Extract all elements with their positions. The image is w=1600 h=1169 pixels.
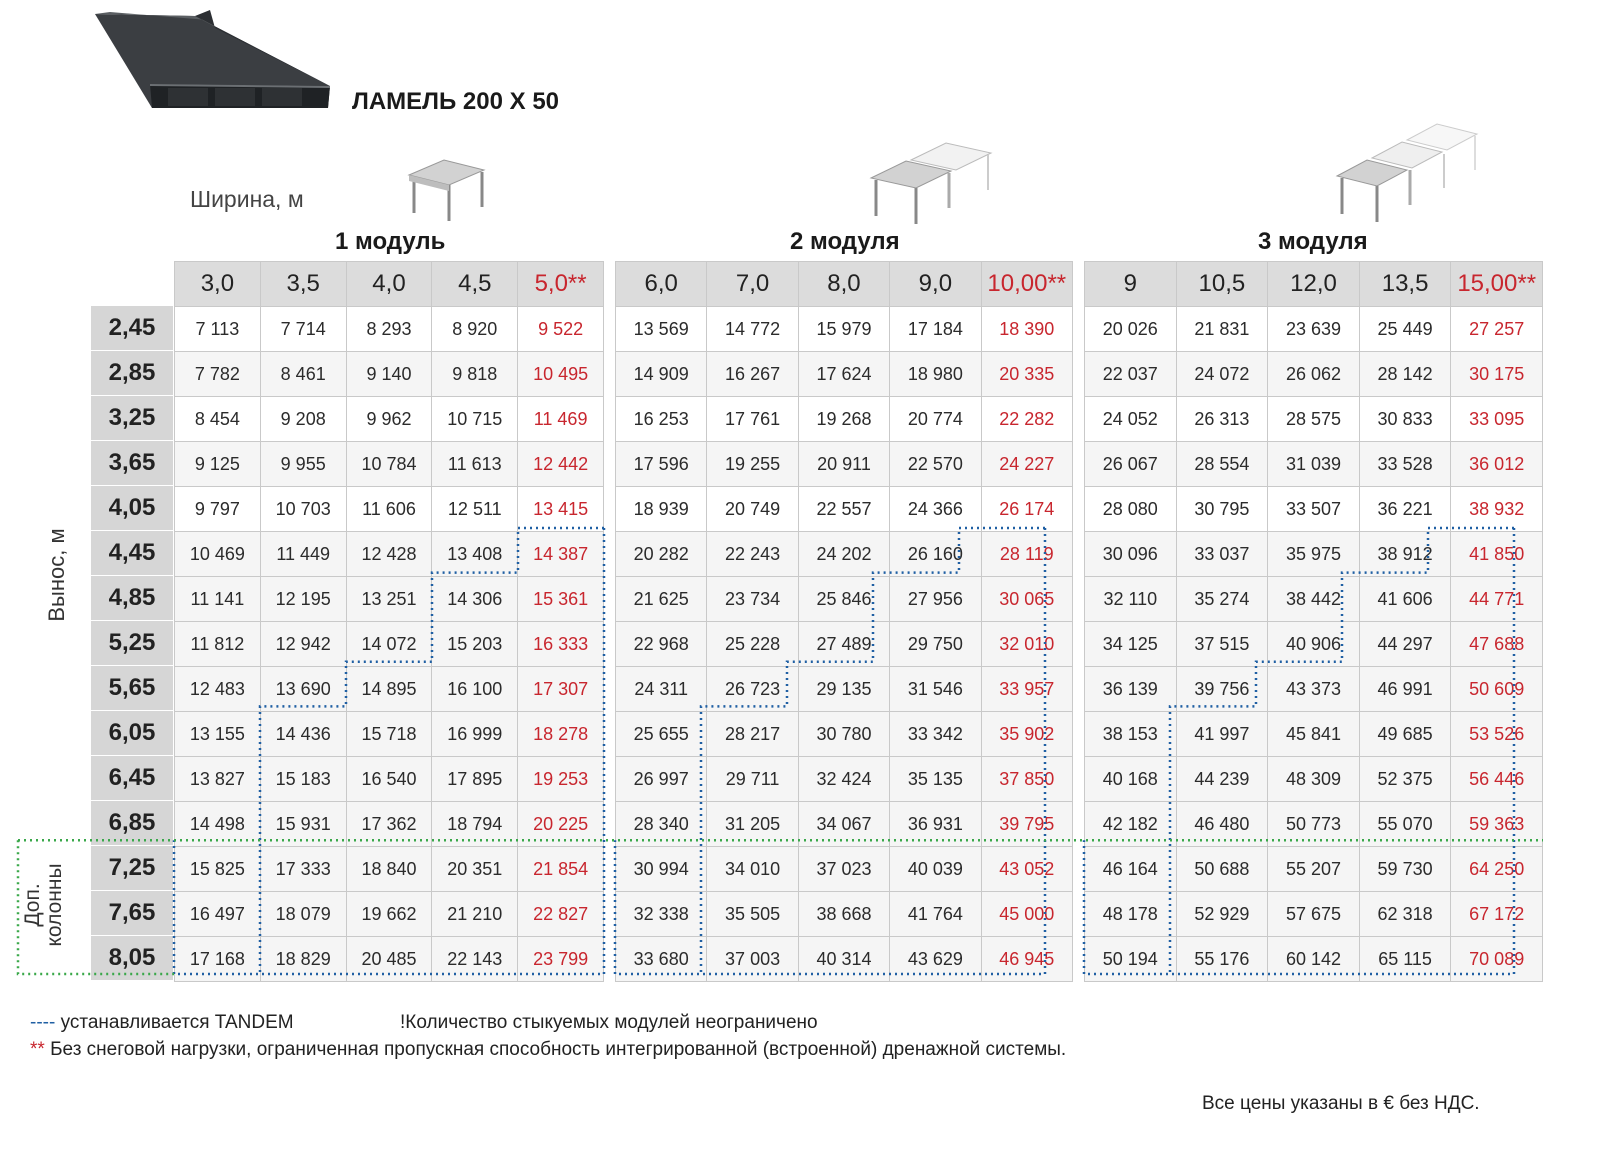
tandem-marker: ---- <box>30 1012 56 1033</box>
price-cell: 46 480 <box>1176 802 1268 847</box>
price-cell: 18 980 <box>890 352 981 397</box>
price-cell: 9 797 <box>175 487 261 532</box>
width-header: 6,0 <box>616 262 707 307</box>
price-cell: 8 454 <box>175 397 261 442</box>
price-table-3-modules <box>1084 261 1543 982</box>
price-cell: 46 945 <box>981 937 1072 982</box>
extension-value: 8,05 <box>91 936 174 981</box>
price-cell: 14 895 <box>346 667 432 712</box>
width-header: 12,0 <box>1268 262 1360 307</box>
price-cell: 24 202 <box>798 532 889 577</box>
width-header: 9 <box>1085 262 1177 307</box>
extension-value: 6,45 <box>91 756 174 801</box>
price-cell: 34 067 <box>798 802 889 847</box>
price-cell: 12 942 <box>260 622 346 667</box>
price-cell: 40 039 <box>890 847 981 892</box>
extension-value: 7,65 <box>91 891 174 936</box>
price-cell: 15 718 <box>346 712 432 757</box>
price-cell: 25 655 <box>616 712 707 757</box>
price-cell: 17 307 <box>518 667 604 712</box>
price-cell: 50 688 <box>1176 847 1268 892</box>
price-cell: 35 975 <box>1268 532 1360 577</box>
price-cell: 15 361 <box>518 577 604 622</box>
price-cell: 17 184 <box>890 307 981 352</box>
price-cell: 24 311 <box>616 667 707 712</box>
price-cell: 22 143 <box>432 937 518 982</box>
price-cell: 8 293 <box>346 307 432 352</box>
extra-columns-label-line2: колонны <box>43 863 66 947</box>
width-header: 13,5 <box>1359 262 1451 307</box>
price-cell: 30 175 <box>1451 352 1543 397</box>
legend-tandem <box>30 1012 294 1034</box>
price-cell: 36 012 <box>1451 442 1543 487</box>
price-cell: 20 749 <box>707 487 798 532</box>
price-cell: 44 771 <box>1451 577 1543 622</box>
price-cell: 39 795 <box>981 802 1072 847</box>
price-cell: 13 155 <box>175 712 261 757</box>
price-cell: 16 253 <box>616 397 707 442</box>
price-cell: 14 909 <box>616 352 707 397</box>
price-cell: 48 309 <box>1268 757 1360 802</box>
legend-snow-load <box>30 1039 1066 1061</box>
price-cell: 20 485 <box>346 937 432 982</box>
price-cell: 14 072 <box>346 622 432 667</box>
price-cell: 47 688 <box>1451 622 1543 667</box>
price-cell: 56 446 <box>1451 757 1543 802</box>
price-cell: 31 546 <box>890 667 981 712</box>
price-cell: 16 497 <box>175 892 261 937</box>
extra-columns-label-line1: Доп. <box>21 883 44 927</box>
price-cell: 20 282 <box>616 532 707 577</box>
price-cell: 17 761 <box>707 397 798 442</box>
price-cell: 37 023 <box>798 847 889 892</box>
price-cell: 52 375 <box>1359 757 1451 802</box>
price-cell: 15 979 <box>798 307 889 352</box>
price-cell: 28 554 <box>1176 442 1268 487</box>
price-cell: 30 994 <box>616 847 707 892</box>
price-cell: 32 110 <box>1085 577 1177 622</box>
price-cell: 8 461 <box>260 352 346 397</box>
price-cell: 9 125 <box>175 442 261 487</box>
price-cell: 44 297 <box>1359 622 1451 667</box>
price-cell: 33 037 <box>1176 532 1268 577</box>
price-cell: 55 070 <box>1359 802 1451 847</box>
price-cell: 25 449 <box>1359 307 1451 352</box>
price-cell: 12 428 <box>346 532 432 577</box>
price-cell: 8 920 <box>432 307 518 352</box>
price-cell: 17 624 <box>798 352 889 397</box>
price-cell: 67 172 <box>1451 892 1543 937</box>
price-cell: 30 780 <box>798 712 889 757</box>
price-cell: 17 362 <box>346 802 432 847</box>
price-cell: 9 208 <box>260 397 346 442</box>
price-cell: 46 991 <box>1359 667 1451 712</box>
price-cell: 32 424 <box>798 757 889 802</box>
extension-value: 2,85 <box>91 351 174 396</box>
price-cell: 43 373 <box>1268 667 1360 712</box>
price-cell: 26 067 <box>1085 442 1177 487</box>
price-cell: 9 140 <box>346 352 432 397</box>
price-cell: 20 225 <box>518 802 604 847</box>
price-cell: 46 164 <box>1085 847 1177 892</box>
extension-value: 6,05 <box>91 711 174 756</box>
price-cell: 40 314 <box>798 937 889 982</box>
price-cell: 24 366 <box>890 487 981 532</box>
price-cell: 31 205 <box>707 802 798 847</box>
price-cell: 18 939 <box>616 487 707 532</box>
price-cell: 11 469 <box>518 397 604 442</box>
price-cell: 30 065 <box>981 577 1072 622</box>
price-cell: 20 351 <box>432 847 518 892</box>
extension-value: 3,65 <box>91 441 174 486</box>
price-cell: 40 168 <box>1085 757 1177 802</box>
price-cell: 35 902 <box>981 712 1072 757</box>
price-cell: 22 570 <box>890 442 981 487</box>
price-cell: 60 142 <box>1268 937 1360 982</box>
extra-columns-label <box>22 863 66 946</box>
price-cell: 31 039 <box>1268 442 1360 487</box>
price-table-1-module <box>174 261 604 982</box>
snow-marker: ** <box>30 1039 45 1060</box>
price-cell: 26 723 <box>707 667 798 712</box>
price-cell: 7 714 <box>260 307 346 352</box>
price-cell: 13 251 <box>346 577 432 622</box>
slat-profile-image <box>90 8 340 118</box>
price-cell: 7 782 <box>175 352 261 397</box>
price-cell: 30 096 <box>1085 532 1177 577</box>
width-header: 10,00** <box>981 262 1072 307</box>
extension-value: 5,25 <box>91 621 174 666</box>
width-header: 4,0 <box>346 262 432 307</box>
price-cell: 17 333 <box>260 847 346 892</box>
price-cell: 20 774 <box>890 397 981 442</box>
price-cell: 15 931 <box>260 802 346 847</box>
price-cell: 16 540 <box>346 757 432 802</box>
price-cell: 64 250 <box>1451 847 1543 892</box>
price-cell: 37 850 <box>981 757 1072 802</box>
extension-value: 6,85 <box>91 801 174 846</box>
price-cell: 38 668 <box>798 892 889 937</box>
price-cell: 10 703 <box>260 487 346 532</box>
price-cell: 33 342 <box>890 712 981 757</box>
price-cell: 35 135 <box>890 757 981 802</box>
price-cell: 50 773 <box>1268 802 1360 847</box>
price-cell: 18 829 <box>260 937 346 982</box>
width-header: 7,0 <box>707 262 798 307</box>
price-cell: 36 221 <box>1359 487 1451 532</box>
price-cell: 11 449 <box>260 532 346 577</box>
price-cell: 62 318 <box>1359 892 1451 937</box>
price-cell: 48 178 <box>1085 892 1177 937</box>
price-cell: 44 239 <box>1176 757 1268 802</box>
price-cell: 34 125 <box>1085 622 1177 667</box>
price-cell: 55 207 <box>1268 847 1360 892</box>
price-cell: 9 955 <box>260 442 346 487</box>
price-cell: 17 596 <box>616 442 707 487</box>
two-module-pergola-icon <box>866 138 996 228</box>
price-cell: 9 818 <box>432 352 518 397</box>
price-cell: 18 794 <box>432 802 518 847</box>
width-header: 8,0 <box>798 262 889 307</box>
price-cell: 53 526 <box>1451 712 1543 757</box>
price-cell: 14 387 <box>518 532 604 577</box>
price-cell: 23 734 <box>707 577 798 622</box>
price-cell: 21 210 <box>432 892 518 937</box>
price-cell: 25 228 <box>707 622 798 667</box>
price-cell: 26 160 <box>890 532 981 577</box>
price-cell: 65 115 <box>1359 937 1451 982</box>
price-cell: 41 997 <box>1176 712 1268 757</box>
price-cell: 57 675 <box>1268 892 1360 937</box>
price-cell: 42 182 <box>1085 802 1177 847</box>
price-cell: 7 113 <box>175 307 261 352</box>
price-cell: 18 390 <box>981 307 1072 352</box>
price-cell: 21 831 <box>1176 307 1268 352</box>
price-cell: 26 062 <box>1268 352 1360 397</box>
price-cell: 10 715 <box>432 397 518 442</box>
price-cell: 10 469 <box>175 532 261 577</box>
group-title-1-module: 1 модуль <box>335 228 446 255</box>
price-cell: 19 255 <box>707 442 798 487</box>
price-cell: 26 313 <box>1176 397 1268 442</box>
price-cell: 55 176 <box>1176 937 1268 982</box>
three-module-pergola-icon <box>1332 120 1482 225</box>
price-cell: 21 854 <box>518 847 604 892</box>
extension-value: 5,65 <box>91 666 174 711</box>
snow-text: Без снеговой нагрузки, ограниченная пропускная способность интегрированной (встроенной) дренажной системы. <box>44 1039 1067 1060</box>
price-cell: 19 268 <box>798 397 889 442</box>
price-cell: 29 711 <box>707 757 798 802</box>
price-cell: 45 841 <box>1268 712 1360 757</box>
width-header: 10,5 <box>1176 262 1268 307</box>
price-cell: 36 139 <box>1085 667 1177 712</box>
width-header: 9,0 <box>890 262 981 307</box>
price-cell: 29 135 <box>798 667 889 712</box>
price-cell: 12 483 <box>175 667 261 712</box>
price-cell: 12 442 <box>518 442 604 487</box>
price-cell: 13 569 <box>616 307 707 352</box>
extension-value: 7,25 <box>91 846 174 891</box>
price-cell: 52 929 <box>1176 892 1268 937</box>
one-module-pergola-icon <box>404 155 489 225</box>
price-cell: 18 278 <box>518 712 604 757</box>
price-cell: 33 957 <box>981 667 1072 712</box>
price-cell: 32 338 <box>616 892 707 937</box>
price-cell: 11 613 <box>432 442 518 487</box>
price-cell: 28 217 <box>707 712 798 757</box>
price-cell: 20 911 <box>798 442 889 487</box>
price-cell: 10 784 <box>346 442 432 487</box>
width-axis-label: Ширина, м <box>190 186 304 212</box>
price-cell: 22 282 <box>981 397 1072 442</box>
price-cell: 23 639 <box>1268 307 1360 352</box>
price-cell: 27 489 <box>798 622 889 667</box>
price-cell: 19 253 <box>518 757 604 802</box>
width-header: 5,0** <box>518 262 604 307</box>
price-cell: 22 827 <box>518 892 604 937</box>
price-cell: 28 575 <box>1268 397 1360 442</box>
price-cell: 25 846 <box>798 577 889 622</box>
price-cell: 11 141 <box>175 577 261 622</box>
price-cell: 26 997 <box>616 757 707 802</box>
extension-value: 3,25 <box>91 396 174 441</box>
width-header: 4,5 <box>432 262 518 307</box>
price-cell: 33 507 <box>1268 487 1360 532</box>
price-cell: 70 089 <box>1451 937 1543 982</box>
width-header: 3,5 <box>260 262 346 307</box>
price-cell: 28 142 <box>1359 352 1451 397</box>
price-cell: 41 850 <box>1451 532 1543 577</box>
price-cell: 22 557 <box>798 487 889 532</box>
price-cell: 17 895 <box>432 757 518 802</box>
price-cell: 18 079 <box>260 892 346 937</box>
price-cell: 18 840 <box>346 847 432 892</box>
price-cell: 19 662 <box>346 892 432 937</box>
price-cell: 24 072 <box>1176 352 1268 397</box>
group-title-2-modules: 2 модуля <box>790 228 900 255</box>
price-cell: 40 906 <box>1268 622 1360 667</box>
price-cell: 35 505 <box>707 892 798 937</box>
price-cell: 30 833 <box>1359 397 1451 442</box>
price-cell: 11 812 <box>175 622 261 667</box>
price-cell: 41 606 <box>1359 577 1451 622</box>
price-cell: 15 203 <box>432 622 518 667</box>
price-cell: 22 037 <box>1085 352 1177 397</box>
price-cell: 23 799 <box>518 937 604 982</box>
price-cell: 9 962 <box>346 397 432 442</box>
price-note: Все цены указаны в € без НДС. <box>1202 1093 1480 1114</box>
price-cell: 30 795 <box>1176 487 1268 532</box>
extension-axis-label: Вынос, м <box>44 528 69 622</box>
price-cell: 14 498 <box>175 802 261 847</box>
price-cell: 33 528 <box>1359 442 1451 487</box>
price-cell: 59 363 <box>1451 802 1543 847</box>
price-cell: 50 609 <box>1451 667 1543 712</box>
price-cell: 28 340 <box>616 802 707 847</box>
price-cell: 13 415 <box>518 487 604 532</box>
price-cell: 26 174 <box>981 487 1072 532</box>
extension-value: 4,85 <box>91 576 174 621</box>
price-cell: 38 932 <box>1451 487 1543 532</box>
price-cell: 16 333 <box>518 622 604 667</box>
price-cell: 50 194 <box>1085 937 1177 982</box>
price-cell: 59 730 <box>1359 847 1451 892</box>
extension-value: 2,45 <box>91 306 174 351</box>
group-title-3-modules: 3 модуля <box>1258 228 1368 255</box>
legend-modules-unlimited: !Количество стыкуемых модулей неограничено <box>400 1012 818 1033</box>
price-cell: 38 442 <box>1268 577 1360 622</box>
price-cell: 11 606 <box>346 487 432 532</box>
price-cell: 24 227 <box>981 442 1072 487</box>
price-cell: 27 257 <box>1451 307 1543 352</box>
price-cell: 15 183 <box>260 757 346 802</box>
price-cell: 16 267 <box>707 352 798 397</box>
price-cell: 39 756 <box>1176 667 1268 712</box>
price-cell: 12 195 <box>260 577 346 622</box>
price-cell: 34 010 <box>707 847 798 892</box>
price-cell: 38 153 <box>1085 712 1177 757</box>
price-cell: 43 052 <box>981 847 1072 892</box>
extension-row-headers <box>90 305 174 981</box>
price-table-2-modules <box>615 261 1073 982</box>
price-cell: 14 306 <box>432 577 518 622</box>
price-cell: 15 825 <box>175 847 261 892</box>
tandem-text: устанавливается TANDEM <box>55 1012 294 1033</box>
price-cell: 17 168 <box>175 937 261 982</box>
price-cell: 38 912 <box>1359 532 1451 577</box>
price-cell: 45 000 <box>981 892 1072 937</box>
price-cell: 35 274 <box>1176 577 1268 622</box>
price-cell: 20 026 <box>1085 307 1177 352</box>
extension-value: 4,05 <box>91 486 174 531</box>
width-header: 15,00** <box>1451 262 1543 307</box>
price-cell: 20 335 <box>981 352 1072 397</box>
extension-value: 4,45 <box>91 531 174 576</box>
price-cell: 13 827 <box>175 757 261 802</box>
price-cell: 29 750 <box>890 622 981 667</box>
price-cell: 22 243 <box>707 532 798 577</box>
price-cell: 28 080 <box>1085 487 1177 532</box>
price-cell: 13 690 <box>260 667 346 712</box>
price-cell: 32 010 <box>981 622 1072 667</box>
price-cell: 37 515 <box>1176 622 1268 667</box>
price-cell: 27 956 <box>890 577 981 622</box>
price-cell: 16 100 <box>432 667 518 712</box>
price-cell: 41 764 <box>890 892 981 937</box>
product-title: ЛАМЕЛЬ 200 X 50 <box>352 88 560 115</box>
price-cell: 21 625 <box>616 577 707 622</box>
width-header: 3,0 <box>175 262 261 307</box>
price-cell: 12 511 <box>432 487 518 532</box>
price-cell: 9 522 <box>518 307 604 352</box>
price-cell: 49 685 <box>1359 712 1451 757</box>
price-cell: 33 680 <box>616 937 707 982</box>
price-cell: 36 931 <box>890 802 981 847</box>
price-cell: 28 119 <box>981 532 1072 577</box>
price-cell: 16 999 <box>432 712 518 757</box>
price-cell: 14 772 <box>707 307 798 352</box>
price-cell: 22 968 <box>616 622 707 667</box>
price-cell: 14 436 <box>260 712 346 757</box>
price-cell: 43 629 <box>890 937 981 982</box>
price-cell: 10 495 <box>518 352 604 397</box>
price-cell: 13 408 <box>432 532 518 577</box>
price-cell: 24 052 <box>1085 397 1177 442</box>
price-cell: 37 003 <box>707 937 798 982</box>
price-cell: 33 095 <box>1451 397 1543 442</box>
